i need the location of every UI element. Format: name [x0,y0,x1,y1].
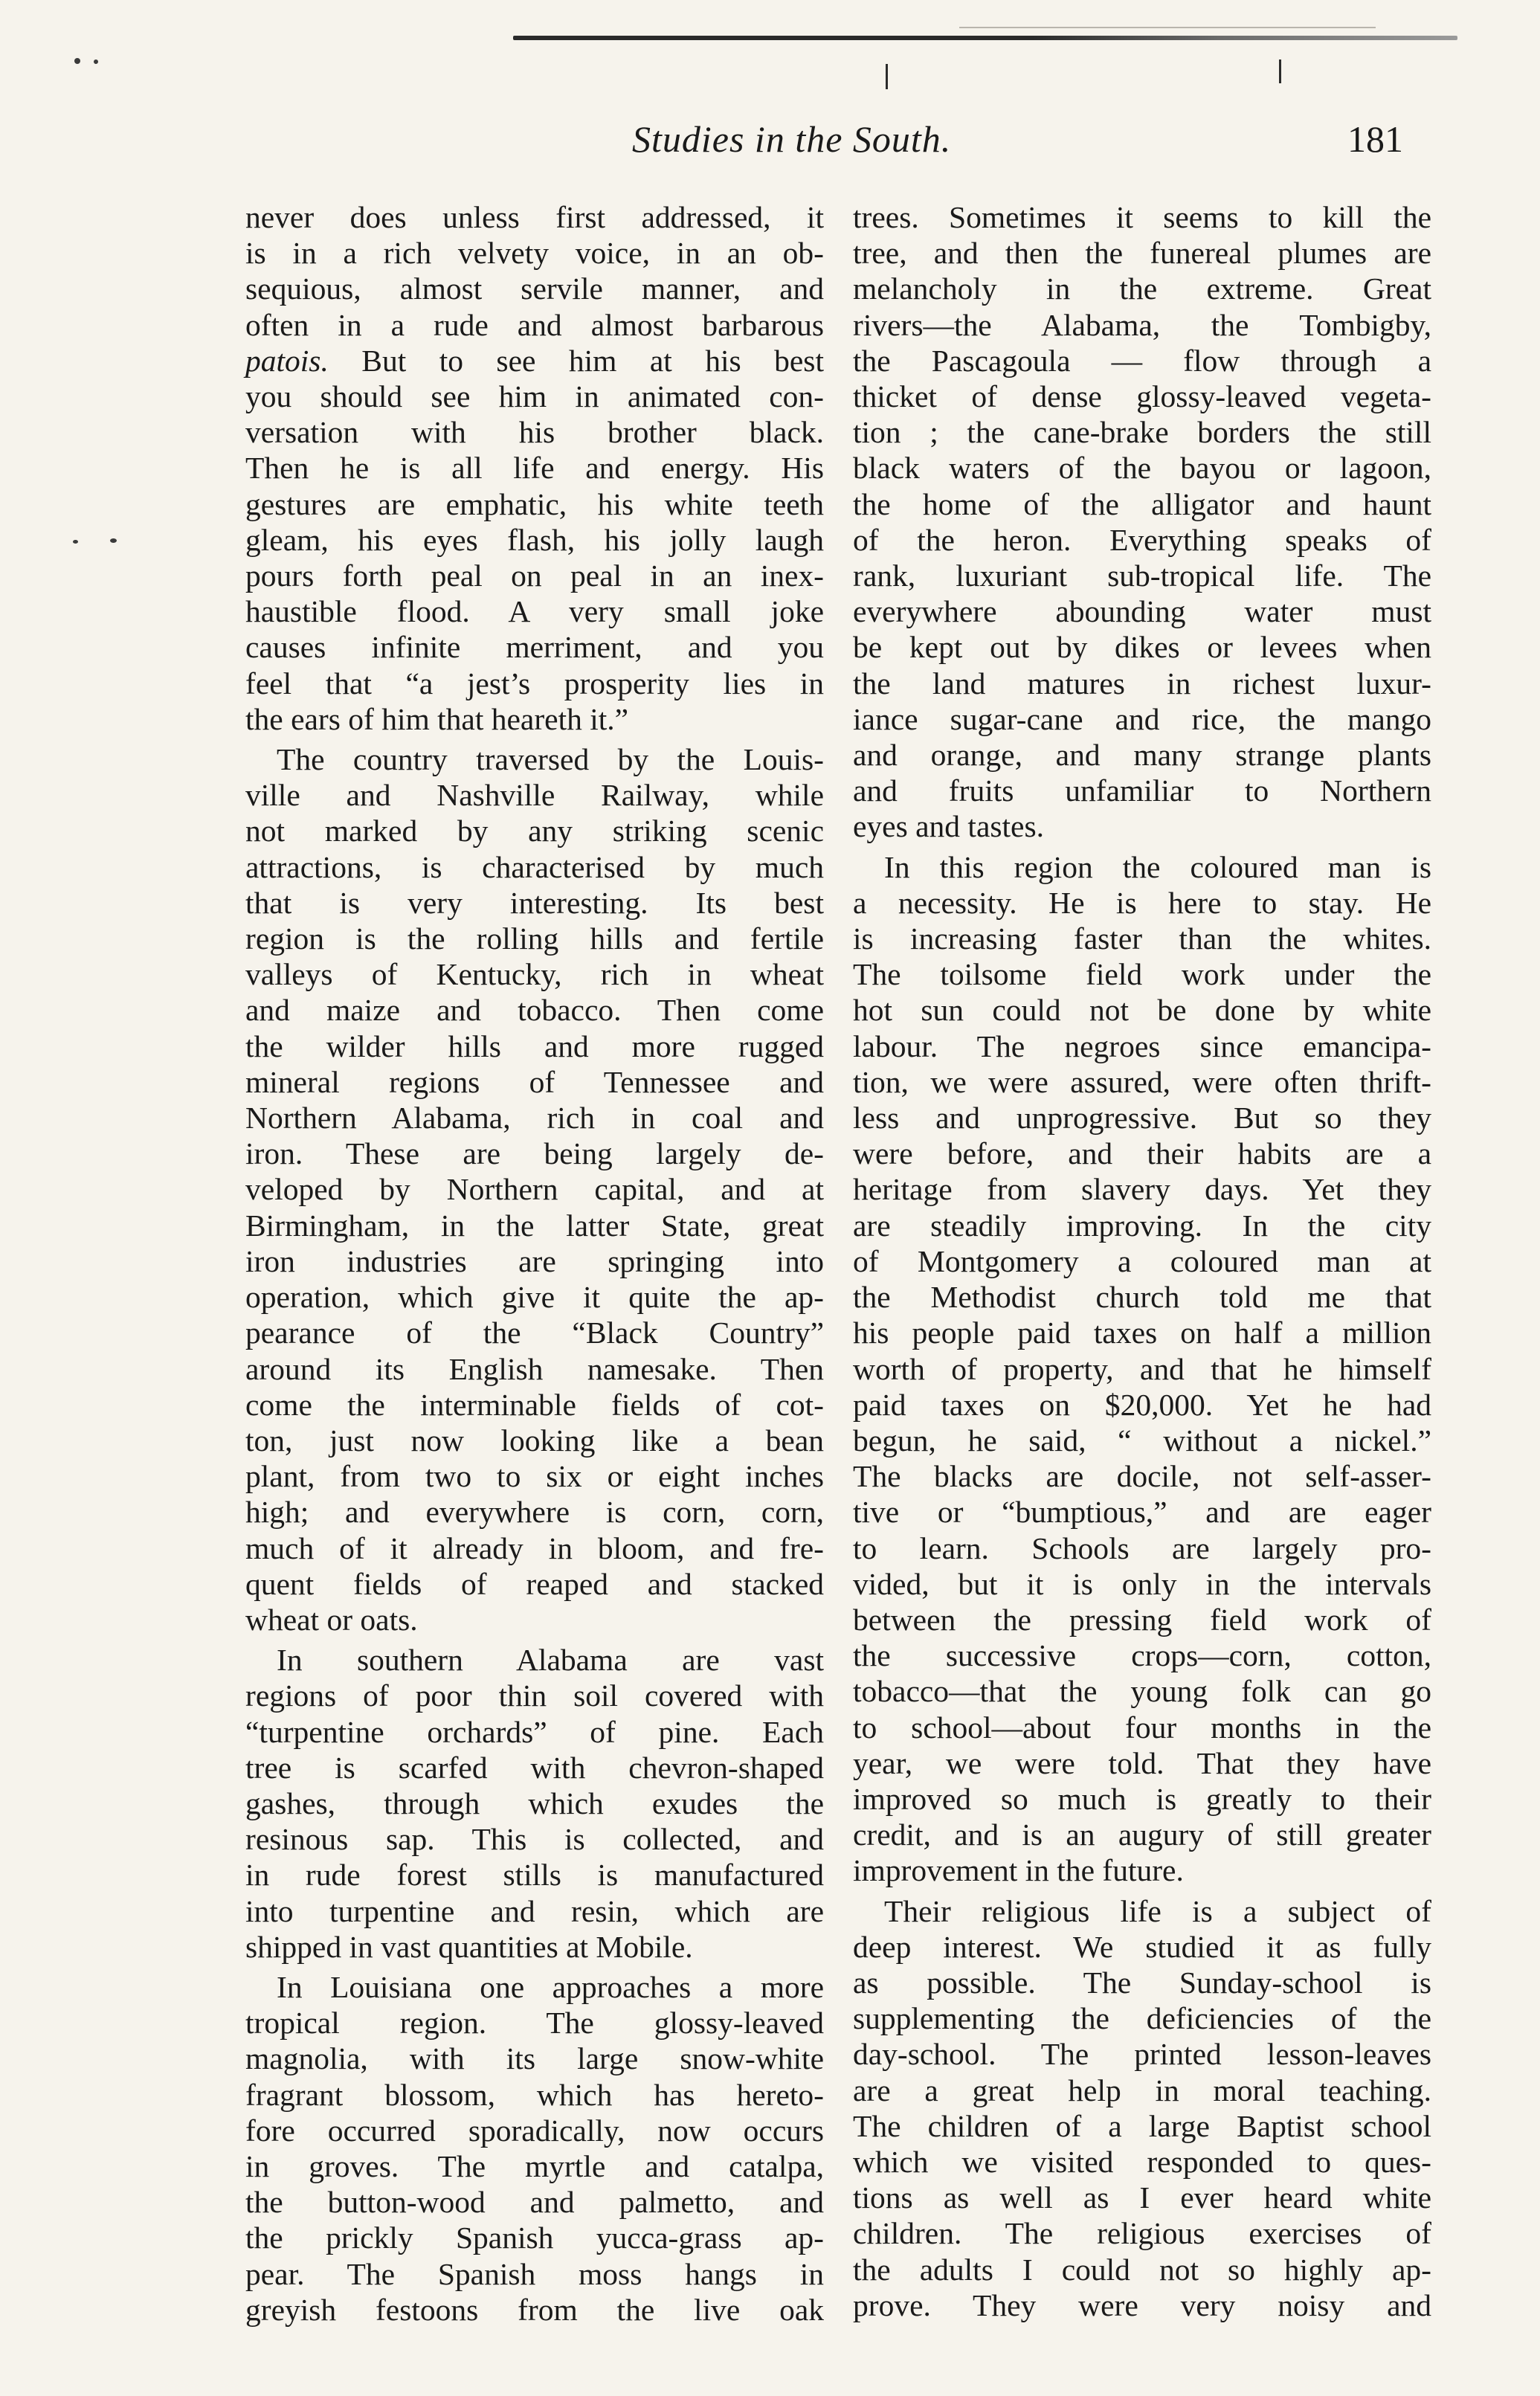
text-line: the Methodist church told me that [853,1280,1431,1315]
text-line: often in a rude and almost barbarous [245,307,824,342]
text-line: The toilsome field work under the [853,957,1431,992]
text-line: In Louisiana one approaches a more [277,1969,824,2004]
text-line: is increasing faster than the whites. [853,921,1431,956]
running-title: Studies in the South. [632,118,952,160]
text-line: year, we were told. That they have [853,1745,1431,1780]
text-line: are steadily improving. In the city [853,1208,1431,1243]
text-line: melancholy in the extreme. Great [853,271,1431,306]
text-line: the button-wood and palmetto, and [245,2185,824,2220]
text-line: improvement in the future. [853,1853,1184,1888]
text-line: shipped in vast quantities at Mobile. [245,1929,693,1964]
text-line: around its English namesake. Then [245,1351,824,1386]
text-line: fore occurred sporadically, now occurs [245,2113,824,2148]
text-line: In southern Alabama are vast [277,1643,824,1678]
text-line: to learn. Schools are largely pro- [853,1530,1431,1565]
text-line: Northern Alabama, rich in coal and [245,1101,824,1136]
text-line: in groves. The myrtle and catalpa, [245,2148,824,2183]
text-line: the wilder hills and more rugged [245,1028,824,1063]
text-line: causes infinite merriment, and you [245,630,824,665]
text-line: is in a rich velvety voice, in an ob- [245,236,824,271]
text-line: the home of the alligator and haunt [853,486,1431,521]
text-line: haustible flood. A very small joke [245,594,824,629]
text-line: day-school. The printed lesson-leaves [853,2037,1431,2072]
text-line: eyes and tastes. [853,809,1044,844]
text-line: a necessity. He is here to stay. He [853,885,1431,920]
text-line: the Pascagoula — flow through a [853,343,1431,378]
text-line: operation, which give it quite the ap- [245,1280,824,1315]
text-line: greyish festoons from the live oak [245,2292,824,2327]
text-line: are a great help in moral teaching. [853,2073,1431,2107]
text-line: hot sun could not be done by white [853,993,1431,1028]
header-rule [513,36,1457,40]
text-line: between the pressing field work of [853,1602,1431,1637]
text-line: were before, and their habits are a [853,1136,1431,1171]
text-line: The blacks are docile, not self-asser- [853,1459,1431,1494]
text-line: begun, he said, “ without a nickel.” [853,1423,1431,1458]
text-line: be kept out by dikes or levees when [853,630,1431,665]
text-line: his people paid taxes on half a million [853,1315,1431,1350]
text-line: attractions, is characterised by much [245,849,824,884]
text-line: gashes, through which exudes the [245,1785,824,1820]
text-line: supplementing the deficiencies of the [853,2001,1431,2036]
text-line: not marked by any striking scenic [245,814,824,848]
text-line: never does unless first addressed, it [245,200,824,234]
text-line: heritage from slavery days. Yet they [853,1172,1431,1207]
text-line: feel that “a jest’s prosperity lies in [245,666,824,701]
text-line: and maize and tobacco. Then come [245,993,824,1028]
text-line: “turpentine orchards” of pine. Each [245,1714,824,1749]
text-line: tree is scarfed with chevron-shaped [245,1750,824,1785]
text-line: tion, we were assured, were often thrift- [853,1064,1431,1099]
text-line: wheat or oats. [245,1602,418,1637]
margin-mark [1279,59,1281,83]
text-line: less and unprogressive. But so they [853,1101,1431,1136]
text-line: pearance of the “Black Country” [245,1315,824,1350]
left-column [245,199,824,2328]
text-line: credit, and is an augury of still greater [853,1817,1431,1852]
text-line: come the interminable fields of cot- [245,1387,824,1422]
text-line: fragrant blossom, which has hereto- [245,2077,824,2112]
text-line: rank, luxuriant sub-tropical life. The [853,558,1431,593]
text-line: region is the rolling hills and fertile [245,921,824,956]
header-rule-faint [959,27,1376,28]
text-line: versation with his brother black. [245,415,824,450]
text-line: the successive crops—corn, cotton, [853,1638,1431,1673]
text-line: magnolia, with its large snow-white [245,2041,824,2076]
text-line: tive or “bumptious,” and are eager [853,1495,1431,1530]
text-line: The children of a large Baptist school [853,2108,1431,2143]
text-line: high; and everywhere is corn, corn, [245,1495,824,1530]
text-line: In this region the coloured man is [884,849,1431,884]
text-line: resinous sap. This is collected, and [245,1822,824,1857]
right-column [853,199,1431,2323]
text-line: veloped by Northern capital, and at [245,1172,824,1207]
text-line: children. The religious exercises of [853,2216,1431,2251]
print-speck [94,59,98,64]
text-line: The country traversed by the Louis- [277,742,824,777]
text-line: paid taxes on $20,000. Yet he had [853,1387,1431,1422]
text-line: the ears of him that heareth it.” [245,701,629,736]
text-line: sequious, almost servile manner, and [245,271,824,306]
text-line: pear. The Spanish moss hangs in [245,2256,824,2291]
text-line: that is very interesting. Its best [245,885,824,920]
text-line: and fruits unfamiliar to Northern [853,773,1431,808]
text-line: worth of property, and that he himself [853,1351,1431,1386]
text-line: the adults I could not so highly ap- [853,2252,1431,2287]
text-line: the land matures in richest luxur- [853,666,1431,701]
text-line: tion ; the cane-brake borders the still [853,415,1431,450]
text-line: patois. But to see him at his best [245,343,824,378]
page-number: 181 [1347,118,1403,160]
text-line: the prickly Spanish yucca-grass ap- [245,2221,824,2255]
text-line: mineral regions of Tennessee and [245,1064,824,1099]
text-line: of Montgomery a coloured man at [853,1243,1431,1278]
text-line: of the heron. Everything speaks of [853,522,1431,557]
italic-word: patois. [245,343,329,378]
text-line: regions of poor thin soil covered with [245,1678,824,1713]
text-line: which we visited responded to ques- [853,2144,1431,2179]
text-line: trees. Sometimes it seems to kill the [853,200,1431,234]
text-line: much of it already in bloom, and fre- [245,1530,824,1565]
text-line: in rude forest stills is manufactured [245,1858,824,1893]
print-speck [74,58,80,64]
text-line: improved so much is greatly to their [853,1781,1431,1816]
text-line: and orange, and many strange plants [853,738,1431,773]
text-line: vided, but it is only in the intervals [853,1566,1431,1601]
text-line: Birmingham, in the latter State, great [245,1208,824,1243]
text-line: rivers—the Alabama, the Tombigby, [853,307,1431,342]
print-speck [73,540,78,544]
text-line: valleys of Kentucky, rich in wheat [245,957,824,992]
text-line: iron. These are being largely de- [245,1136,824,1171]
print-speck [110,538,117,543]
text-line: tropical region. The glossy-leaved [245,2006,824,2041]
text-line: gestures are emphatic, his white teeth [245,486,824,521]
text-line: gleam, his eyes flash, his jolly laugh [245,522,824,557]
text-line: labour. The negroes since emancipa- [853,1028,1431,1063]
text-line: black waters of the bayou or lagoon, [853,451,1431,486]
text-line: into turpentine and resin, which are [245,1893,824,1928]
text-line: tree, and then the funereal plumes are [853,236,1431,271]
text-line: Their religious life is a subject of [884,1893,1431,1928]
text-line: deep interest. We studied it as fully [853,1929,1431,1964]
text-line: Then he is all life and energy. His [245,451,824,486]
text-line: iance sugar-cane and rice, the mango [853,701,1431,736]
text-line: quent fields of reaped and stacked [245,1566,824,1601]
text-line: to school—about four months in the [853,1710,1431,1745]
text-line: you should see him in animated con- [245,379,824,414]
text-line: plant, from two to six or eight inches [245,1459,824,1494]
text-line: pours forth peal on peal in an inex- [245,558,824,593]
text-line: tions as well as I ever heard white [853,2180,1431,2215]
margin-mark [886,64,888,89]
text-line: thicket of dense glossy-leaved vegeta- [853,379,1431,414]
text-line: tobacco—that the young folk can go [853,1674,1431,1709]
text-line: as possible. The Sunday-school is [853,1965,1431,2000]
text-line: ville and Nashville Railway, while [245,778,824,813]
text-line: ton, just now looking like a bean [245,1423,824,1458]
text-line: iron industries are springing into [245,1243,824,1278]
text-line: prove. They were very noisy and [853,2287,1431,2322]
text-line: everywhere abounding water must [853,594,1431,629]
